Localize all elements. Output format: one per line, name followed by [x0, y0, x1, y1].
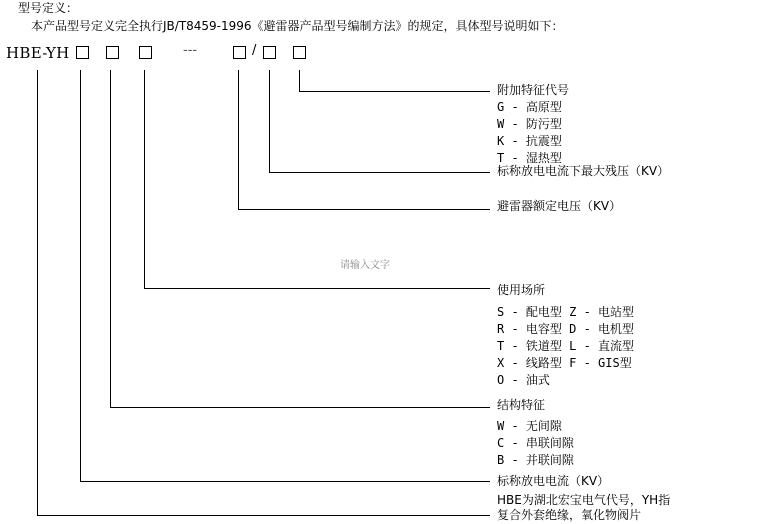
- leader-structure-vertical: [110, 70, 111, 407]
- suffix-item: K - 抗震型: [497, 134, 562, 148]
- code-box-suffix: [293, 46, 306, 59]
- usage-group: [497, 304, 634, 389]
- structure-item: C - 串联间隙: [497, 436, 574, 450]
- usage-title: 使用场所: [497, 283, 546, 297]
- leader-structure-horizontal: [110, 407, 490, 408]
- intro-text: 本产品型号定义完全执行JB/T8459-1996《避雷器产品型号编制方法》的规定，具体型号说明如下：: [31, 19, 564, 33]
- model-dash: ---: [183, 43, 198, 58]
- suffix-item: G - 高原型: [497, 100, 562, 114]
- model-slash: /: [252, 43, 257, 58]
- discharge-current-label: 标称放电电流（KV）: [497, 474, 610, 488]
- code-box-current: [76, 46, 89, 59]
- structure-group: [497, 418, 574, 469]
- code-box-usage: [139, 46, 152, 59]
- usage-row: X - 线路型 F - GIS型: [497, 356, 632, 370]
- residual-voltage-label: 标称放电电流下最大残压（KV）: [497, 164, 670, 178]
- code-box-residual-voltage: [263, 46, 276, 59]
- leader-residual-vertical: [269, 70, 270, 172]
- suffix-group: [497, 82, 569, 167]
- leader-rated-vertical: [238, 70, 239, 209]
- model-prefix: HBE-YH: [6, 44, 70, 62]
- usage-row: O - 油式: [497, 373, 550, 387]
- leader-suffix-horizontal: [299, 91, 490, 92]
- text-placeholder[interactable]: 请输入文字: [340, 260, 390, 271]
- leader-current-vertical: [80, 70, 81, 481]
- structure-item: B - 并联间隙: [497, 453, 574, 467]
- leader-usage-vertical: [144, 70, 145, 288]
- brand-group: [497, 493, 670, 523]
- structure-title: 结构特征: [497, 398, 546, 412]
- usage-row: R - 电容型 D - 电机型: [497, 322, 635, 336]
- usage-row: S - 配电型 Z - 电站型: [497, 305, 635, 319]
- code-box-rated-voltage: [233, 46, 246, 59]
- suffix-title: 附加特征代号: [497, 83, 570, 97]
- leader-usage-horizontal: [144, 288, 490, 289]
- structure-item: W - 无间隙: [497, 419, 562, 433]
- brand-line: 复合外套绝缘，氧化物阀片: [497, 508, 642, 522]
- leader-brand-vertical: [37, 70, 38, 515]
- leader-suffix-vertical: [299, 70, 300, 91]
- leader-brand-horizontal: [37, 515, 490, 516]
- leader-rated-horizontal: [238, 209, 490, 210]
- page-title: 型号定义：: [18, 1, 79, 15]
- suffix-item: T - 湿热型: [497, 151, 562, 165]
- rated-voltage-label: 避雷器额定电压（KV）: [497, 199, 622, 213]
- suffix-item: W - 防污型: [497, 117, 562, 131]
- brand-line: HBE为湖北宏宝电气代号，YH指: [497, 493, 671, 507]
- usage-row: T - 铁道型 L - 直流型: [497, 339, 635, 353]
- leader-residual-horizontal: [269, 172, 490, 173]
- leader-current-horizontal: [80, 481, 490, 482]
- code-box-structure: [106, 46, 119, 59]
